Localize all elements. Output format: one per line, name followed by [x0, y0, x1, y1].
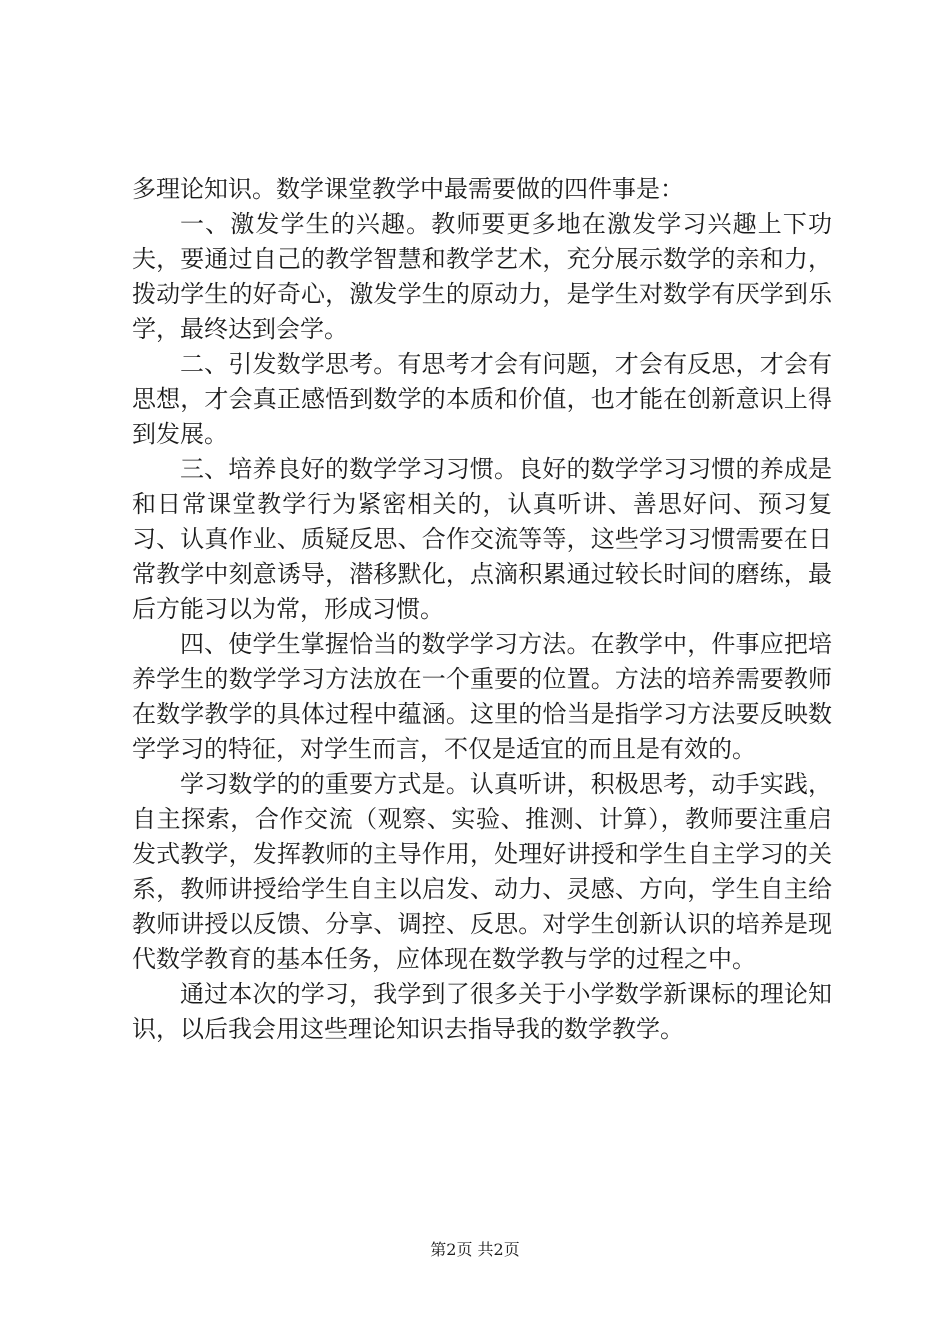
paragraph-conclusion: 通过本次的学习，我学到了很多关于小学数学新课标的理论知识，以后我会用这些理论知识去指导我的数学教学。: [132, 980, 832, 1043]
paragraph-habits: 三、培养良好的数学学习习惯。良好的数学学习习惯的养成是和日常课堂教学行为紧密相关的，认真听讲、善思好问、预习复习、认真作业、质疑反思、合作交流等等，这些学习习惯需要在日常教学中刻意诱导，潜移默化，点滴积累通过较长时间的磨练，最后方能习以为常，形成习惯。: [132, 455, 832, 623]
page-footer: 第2页 共2页: [430, 1240, 520, 1259]
paragraph-learning-ways: 学习数学的的重要方式是。认真听讲，积极思考，动手实践，自主探索，合作交流（观察、实验、推测、计算），教师要注重启发式教学，发挥教师的主导作用，处理好讲授和学生自主学习的关系，教师讲授给学生自主以启发、动力、灵感、方向，学生自主给教师讲授以反馈、分享、调控、反思。对学生创新认识的培养是现代数学教育的基本任务，应体现在数学教与学的过程之中。: [132, 770, 832, 973]
paragraph-interest: 一、激发学生的兴趣。教师要更多地在激发学习兴趣上下功夫，要通过自己的教学智慧和教学艺术，充分展示数学的亲和力，拨动学生的好奇心，激发学生的原动力，是学生对数学有厌学到乐学，最终达到会学。: [132, 210, 832, 343]
document-body: [132, 172, 832, 1047]
paragraph-thinking: 二、引发数学思考。有思考才会有问题，才会有反思，才会有思想，才会真正感悟到数学的本质和价值，也才能在创新意识上得到发展。: [132, 350, 832, 448]
paragraph-continuation: 多理论知识。数学课堂教学中最需要做的四件事是：: [132, 175, 684, 203]
paragraph-methods: 四、使学生掌握恰当的数学学习方法。在教学中，件事应把培养学生的数学学习方法放在一个重要的位置。方法的培养需要教师在数学教学的具体过程中蕴涵。这里的恰当是指学习方法要反映数学学习的特征，对学生而言，不仅是适宜的而且是有效的。: [132, 630, 832, 763]
